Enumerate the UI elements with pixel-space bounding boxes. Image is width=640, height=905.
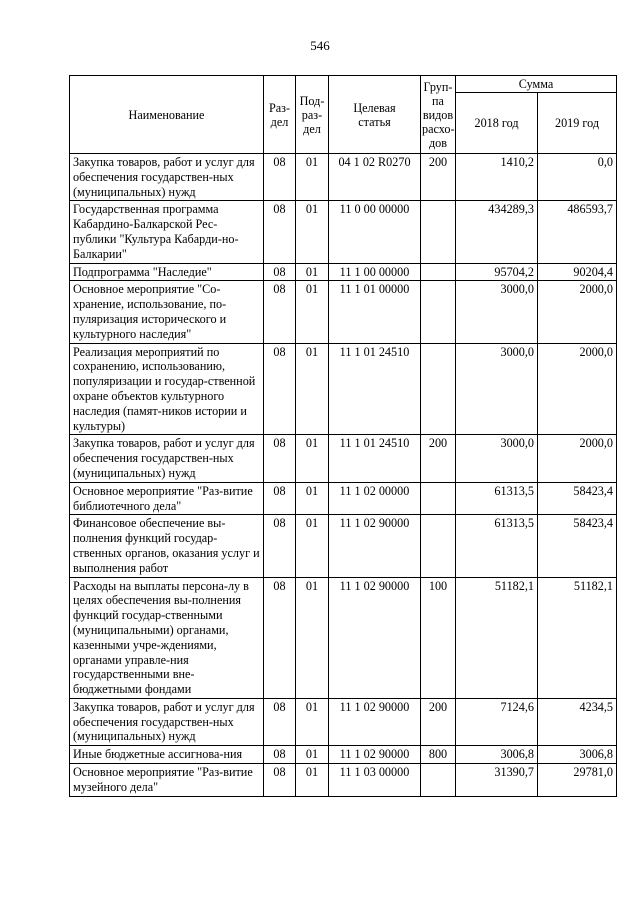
row-podrazdel: 01 — [296, 154, 329, 201]
page-number: 546 — [310, 38, 330, 53]
row-podrazdel: 01 — [296, 201, 329, 263]
row-name: Государственная программа Кабардино-Балкарской Рес-публики "Культура Кабарди-но-Балкарии" — [70, 201, 264, 263]
row-group — [421, 343, 456, 435]
row-podrazdel: 01 — [296, 343, 329, 435]
row-group — [421, 281, 456, 343]
row-target: 11 1 02 00000 — [329, 482, 421, 515]
row-sum-2019: 2000,0 — [538, 435, 617, 482]
row-group — [421, 201, 456, 263]
row-podrazdel: 01 — [296, 698, 329, 745]
row-target: 11 1 02 90000 — [329, 515, 421, 577]
row-target: 11 1 01 00000 — [329, 281, 421, 343]
row-razdel: 08 — [264, 746, 296, 764]
row-razdel: 08 — [264, 764, 296, 797]
header-sum: Сумма — [456, 76, 617, 93]
row-sum-2019: 51182,1 — [538, 577, 617, 698]
row-sum-2018: 61313,5 — [456, 515, 538, 577]
row-target: 11 1 00 00000 — [329, 263, 421, 281]
row-sum-2019: 58423,4 — [538, 482, 617, 515]
row-sum-2019: 486593,7 — [538, 201, 617, 263]
table-row — [70, 281, 617, 343]
row-podrazdel: 01 — [296, 515, 329, 577]
header-razdel: Раз- дел — [264, 76, 296, 154]
row-group: 100 — [421, 577, 456, 698]
row-group: 200 — [421, 154, 456, 201]
row-sum-2018: 51182,1 — [456, 577, 538, 698]
row-name: Основное мероприятие "Раз-витие библиотечного дела" — [70, 482, 264, 515]
row-name: Иные бюджетные ассигнова-ния — [70, 746, 264, 764]
row-name: Основное мероприятие "Раз-витие музейного дела" — [70, 764, 264, 797]
table-row — [70, 746, 617, 764]
table-row — [70, 201, 617, 263]
row-group: 200 — [421, 435, 456, 482]
row-razdel: 08 — [264, 201, 296, 263]
row-name: Расходы на выплаты персона-лу в целях обеспечения вы-полнения функций государ-ственными (муниципальными) органами, казенными учре-ждениями, органами управле-ния государственными вне-бюджетными фондами — [70, 577, 264, 698]
row-name: Подпрограмма "Наследие" — [70, 263, 264, 281]
row-podrazdel: 01 — [296, 764, 329, 797]
row-group — [421, 764, 456, 797]
row-target: 11 1 02 90000 — [329, 577, 421, 698]
row-target: 04 1 02 R0270 — [329, 154, 421, 201]
row-target: 11 1 02 90000 — [329, 746, 421, 764]
row-podrazdel: 01 — [296, 577, 329, 698]
row-sum-2018: 3000,0 — [456, 281, 538, 343]
row-group: 800 — [421, 746, 456, 764]
row-razdel: 08 — [264, 515, 296, 577]
row-sum-2019: 90204,4 — [538, 263, 617, 281]
header-name: Наименование — [70, 76, 264, 154]
row-razdel: 08 — [264, 577, 296, 698]
row-podrazdel: 01 — [296, 482, 329, 515]
row-name: Финансовое обеспечение вы-полнения функций государ-ственных органов, оказания услуг и выполнения работ — [70, 515, 264, 577]
row-target: 11 1 01 24510 — [329, 435, 421, 482]
row-razdel: 08 — [264, 482, 296, 515]
table-row — [70, 577, 617, 698]
budget-table — [69, 75, 617, 797]
row-sum-2019: 58423,4 — [538, 515, 617, 577]
table-row — [70, 435, 617, 482]
row-group: 200 — [421, 698, 456, 745]
row-sum-2018: 7124,6 — [456, 698, 538, 745]
row-target: 11 1 03 00000 — [329, 764, 421, 797]
row-sum-2018: 434289,3 — [456, 201, 538, 263]
row-group — [421, 515, 456, 577]
row-name: Закупка товаров, работ и услуг для обеспечения государствен-ных (муниципальных) нужд — [70, 154, 264, 201]
table-row — [70, 154, 617, 201]
header-target: Целевая статья — [329, 76, 421, 154]
row-sum-2018: 95704,2 — [456, 263, 538, 281]
row-group — [421, 263, 456, 281]
table-row — [70, 343, 617, 435]
row-podrazdel: 01 — [296, 746, 329, 764]
row-name: Основное мероприятие "Со-хранение, использование, по-пуляризация исторического и культурного наследия" — [70, 281, 264, 343]
table-row — [70, 515, 617, 577]
row-podrazdel: 01 — [296, 281, 329, 343]
row-razdel: 08 — [264, 435, 296, 482]
row-razdel: 08 — [264, 343, 296, 435]
row-group — [421, 482, 456, 515]
row-sum-2019: 3006,8 — [538, 746, 617, 764]
row-target: 11 1 01 24510 — [329, 343, 421, 435]
row-razdel: 08 — [264, 154, 296, 201]
row-sum-2019: 29781,0 — [538, 764, 617, 797]
header-year-2019: 2019 год — [538, 93, 617, 154]
header-podrazdel: Под- раз- дел — [296, 76, 329, 154]
row-sum-2018: 3000,0 — [456, 435, 538, 482]
table-row — [70, 698, 617, 745]
row-podrazdel: 01 — [296, 263, 329, 281]
row-sum-2018: 61313,5 — [456, 482, 538, 515]
row-name: Реализация мероприятий по сохранению, использованию, популяризации и государ-ственной охране объектов культурного наследия (памят-ников истории и культуры) — [70, 343, 264, 435]
table-body — [70, 154, 617, 797]
row-target: 11 1 02 90000 — [329, 698, 421, 745]
header-year-2018: 2018 год — [456, 93, 538, 154]
row-name: Закупка товаров, работ и услуг для обеспечения государствен-ных (муниципальных) нужд — [70, 435, 264, 482]
row-razdel: 08 — [264, 263, 296, 281]
row-sum-2019: 2000,0 — [538, 343, 617, 435]
row-podrazdel: 01 — [296, 435, 329, 482]
row-sum-2018: 3006,8 — [456, 746, 538, 764]
row-sum-2018: 3000,0 — [456, 343, 538, 435]
row-sum-2019: 4234,5 — [538, 698, 617, 745]
row-sum-2018: 31390,7 — [456, 764, 538, 797]
table-row — [70, 263, 617, 281]
row-target: 11 0 00 00000 — [329, 201, 421, 263]
row-name: Закупка товаров, работ и услуг для обеспечения государствен-ных (муниципальных) нужд — [70, 698, 264, 745]
row-sum-2019: 0,0 — [538, 154, 617, 201]
row-razdel: 08 — [264, 281, 296, 343]
row-sum-2018: 1410,2 — [456, 154, 538, 201]
row-sum-2019: 2000,0 — [538, 281, 617, 343]
row-razdel: 08 — [264, 698, 296, 745]
table-row — [70, 482, 617, 515]
table-row — [70, 764, 617, 797]
header-group: Груп- па видов расхо- дов — [421, 76, 456, 154]
